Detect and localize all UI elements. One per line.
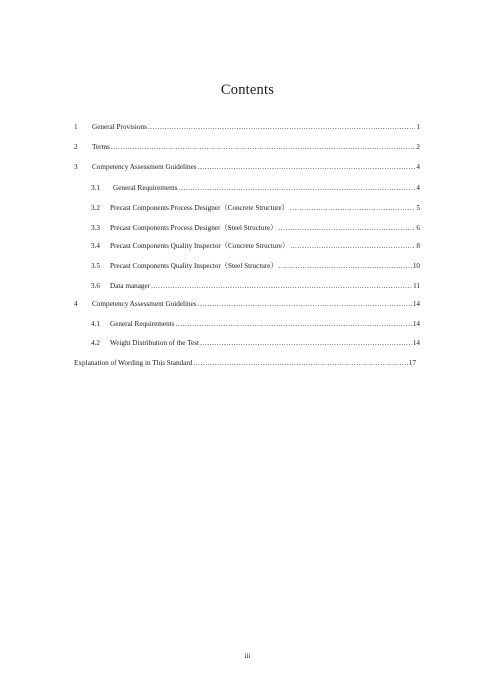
toc-entry-4-1[interactable]: [91, 319, 420, 329]
toc-entry-3-5[interactable]: [91, 261, 420, 271]
toc-entry-number: 4.1: [91, 320, 100, 328]
toc-entry-label: Weight Distribution of the Test: [110, 339, 200, 347]
toc-entry-number: 4: [74, 300, 78, 308]
toc-entry-page: 1: [416, 123, 420, 131]
toc-entry-page: 11: [413, 282, 420, 290]
toc-entry-label: Explanation of Wording in This Standard: [74, 359, 193, 367]
toc-entry-label: Precast Components Process Designer（Steel Structure）: [110, 224, 278, 232]
toc-entry-3-6[interactable]: [91, 281, 420, 291]
toc-entry-page: 14: [412, 320, 420, 328]
toc-dot-leader: [111, 142, 416, 152]
toc-dot-leader: [290, 241, 415, 251]
toc-entry-label: Competency Assessment Guidelines: [92, 163, 197, 171]
toc-entry-3[interactable]: [74, 162, 420, 172]
toc-dot-leader: [198, 162, 416, 172]
toc-entry-number: 3.2: [91, 204, 100, 212]
toc-dot-leader: [175, 319, 411, 329]
toc-entry-page: 10: [412, 262, 420, 270]
toc-entry-3-1[interactable]: [91, 183, 420, 193]
toc-dot-leader: [200, 338, 412, 348]
toc-entry-label: General Provisions: [92, 123, 147, 131]
toc-entry-page: 17: [408, 359, 416, 367]
toc-entry-page: 5: [416, 204, 420, 212]
toc-entry-2[interactable]: [74, 142, 420, 152]
toc-entry-label: Competency Assessment Guidelines: [92, 300, 197, 308]
toc-entry-label: Precast Components Quality Inspector（Steel Structure）: [110, 262, 278, 270]
toc-entry-number: 3.4: [91, 242, 100, 250]
toc-entry-label: Precast Components Quality Inspector（Concrete Structure）: [110, 242, 290, 250]
toc-dot-leader: [151, 281, 412, 291]
page-title: Contents: [220, 82, 275, 98]
toc-entry-page: 8: [416, 242, 420, 250]
toc-dot-leader: [278, 223, 415, 233]
toc-entry-1[interactable]: [74, 122, 420, 132]
toc-entry-page: 4: [416, 163, 420, 171]
toc-entry-label: Terms: [92, 143, 110, 151]
toc-entry-number: 3.5: [91, 262, 100, 270]
toc-entry-number: 3: [74, 163, 78, 171]
toc-entry-label: Data manager: [110, 282, 151, 290]
toc-entry-explanation[interactable]: [74, 358, 416, 368]
toc-entry-label: General Requirements: [113, 184, 178, 192]
toc-dot-leader: [279, 261, 412, 271]
toc-dot-leader: [290, 203, 416, 213]
toc-entry-number: 3.1: [91, 184, 100, 192]
toc-entry-3-3[interactable]: [91, 223, 420, 233]
toc-entry-page: 4: [416, 184, 420, 192]
toc-entry-label: Precast Components Process Designer（Concrete Structure）: [110, 204, 289, 212]
toc-entry-number: 4.2: [91, 339, 100, 347]
toc-dot-leader: [178, 183, 415, 193]
toc-entry-number: 3.6: [91, 282, 100, 290]
toc-entry-number: 3.3: [91, 224, 100, 232]
toc-entry-number: 1: [74, 123, 78, 131]
toc-entry-page: 2: [416, 143, 420, 151]
toc-entry-page: 14: [412, 339, 420, 347]
toc-dot-leader: [148, 122, 416, 132]
toc-dot-leader: [198, 299, 412, 309]
toc-dot-leader: [193, 358, 407, 368]
toc-entry-4-2[interactable]: [91, 338, 420, 348]
toc-entry-label: General Requirements: [110, 320, 175, 328]
toc-entry-page: 6: [416, 224, 420, 232]
page-number: iii: [244, 652, 251, 660]
toc-entry-page: 14: [412, 300, 420, 308]
toc-entry-3-2[interactable]: [91, 203, 420, 213]
toc-entry-number: 2: [74, 143, 78, 151]
toc-entry-4[interactable]: [74, 299, 420, 309]
toc-entry-3-4[interactable]: [91, 241, 420, 251]
